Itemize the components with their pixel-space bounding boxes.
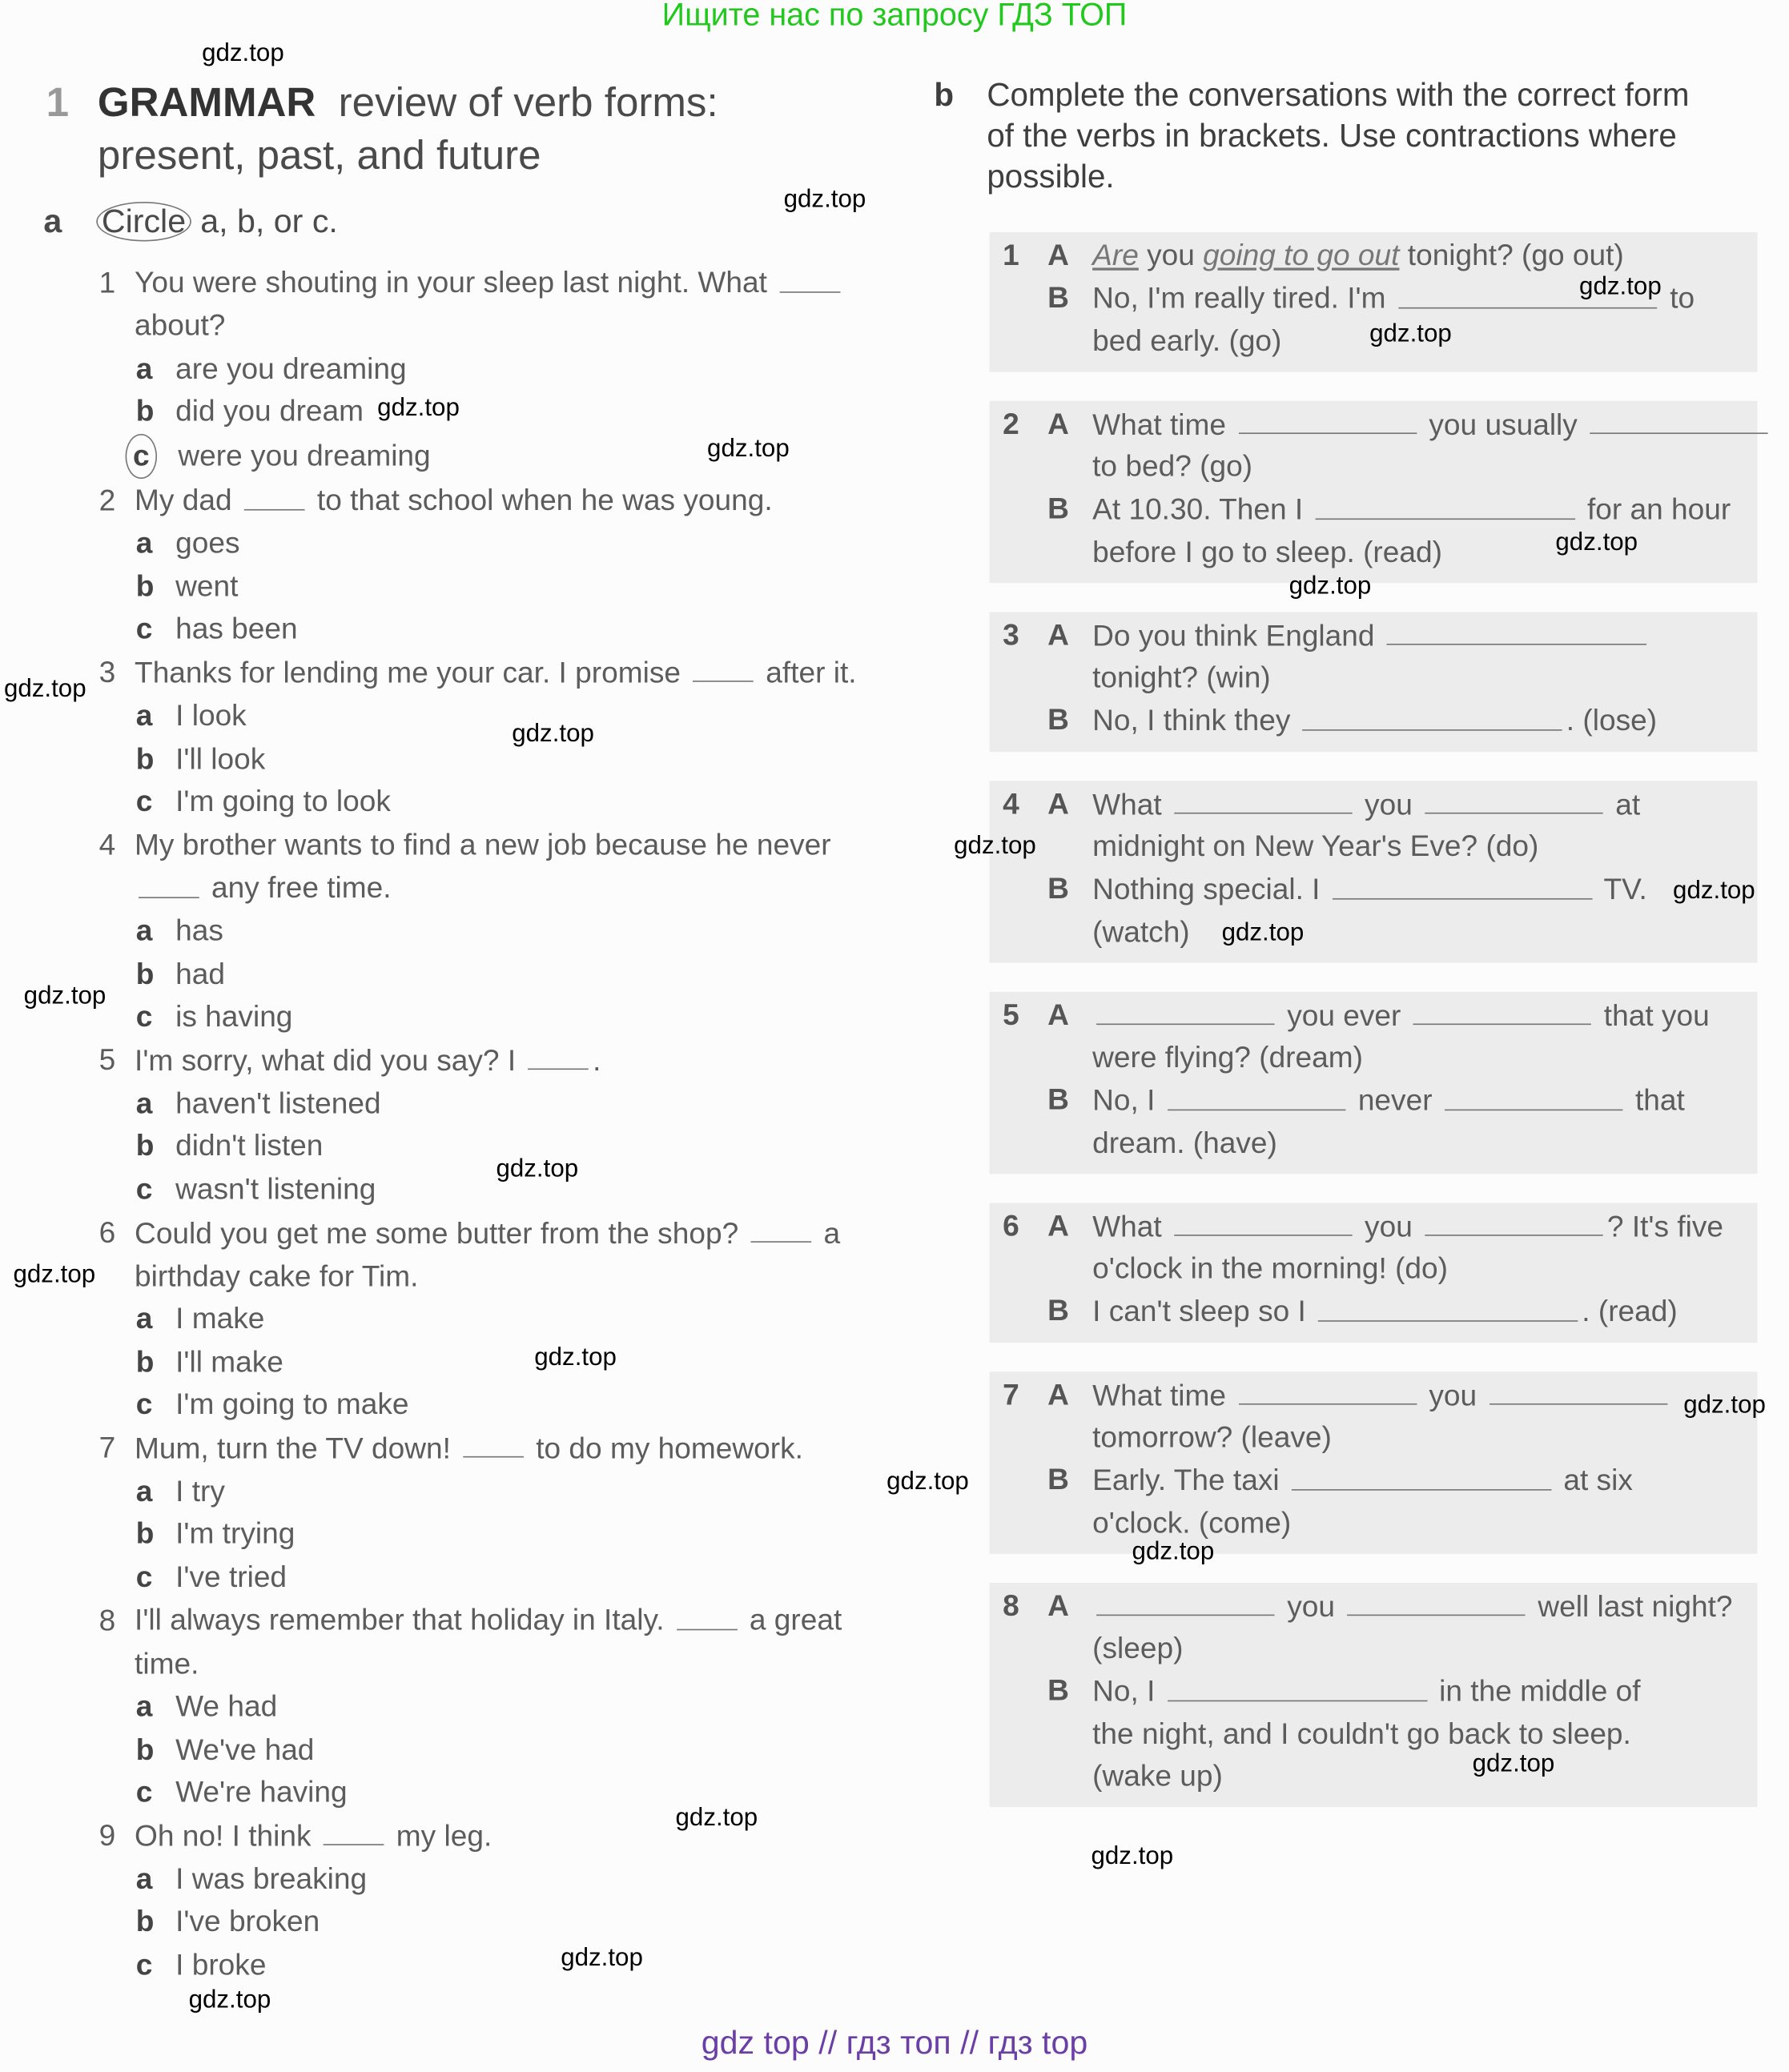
answer-blank[interactable]: [1168, 1670, 1427, 1701]
option-letter: a: [135, 526, 153, 560]
answer-blank[interactable]: [1590, 403, 1768, 434]
option-text: I'm trying: [175, 1517, 295, 1551]
option-letter: b: [135, 1905, 155, 1938]
answer-option-b[interactable]: [99, 954, 865, 997]
dialogue-box: [990, 400, 1758, 582]
watermark: gdz.top: [1221, 919, 1305, 947]
question-number: 1: [98, 265, 116, 299]
speaker-label: A: [1047, 407, 1069, 440]
dialogue-line: B No, I think they . (lose): [990, 699, 1758, 742]
dialogue-line: A What time you usually: [990, 403, 1758, 446]
question-number: 9: [98, 1819, 116, 1853]
dialogue-line: B Early. The taxi at six: [990, 1459, 1758, 1502]
answer-blank[interactable]: [1096, 994, 1275, 1025]
answer-option-b[interactable]: [99, 391, 865, 434]
dialogue-line: B No, I never that: [990, 1079, 1758, 1122]
part-b-instruction-line: Complete the conversations with the correct form: [987, 78, 1690, 114]
watermark: gdz.top: [377, 394, 460, 423]
option-letter: b: [135, 1733, 155, 1766]
dialogue-number: 2: [1003, 407, 1019, 440]
option-text: I look: [175, 699, 247, 733]
part-b-instruction-line: possible.: [987, 159, 1115, 195]
watermark: gdz.top: [1472, 1750, 1555, 1778]
speaker-label: A: [1047, 617, 1069, 652]
watermark: gdz.top: [561, 1944, 643, 1973]
watermark: gdz.top: [1132, 1537, 1215, 1566]
dialogue-line: o'clock. (come): [1092, 1505, 1292, 1539]
answer-blank[interactable]: [1303, 699, 1562, 730]
dialogue-line: A you well last night?: [990, 1584, 1758, 1628]
question-text: time.: [135, 1646, 199, 1680]
dialogue-line: the night, and I couldn't go back to sleep.: [1092, 1717, 1631, 1750]
option-text: I broke: [175, 1948, 267, 1982]
answer-blank[interactable]: [693, 652, 754, 683]
search-banner[interactable]: Ищите нас по запросу ГДЗ ТОП: [661, 0, 1128, 34]
watermark: gdz.top: [707, 435, 790, 464]
option-letter: c: [135, 612, 153, 646]
part-a-questions: [99, 261, 865, 1987]
answer-blank[interactable]: [1489, 1374, 1667, 1405]
answer-option-c[interactable]: [99, 1384, 865, 1428]
watermark: gdz.top: [1555, 528, 1638, 557]
answer-blank[interactable]: [1315, 488, 1574, 520]
option-text: We had: [175, 1689, 278, 1723]
watermark: gdz.top: [534, 1343, 617, 1372]
dialogue-line: tonight? (win): [1092, 661, 1271, 694]
answer-option-a[interactable]: [99, 523, 865, 566]
dialogue-line: bed early. (go): [1092, 323, 1282, 357]
watermark: gdz.top: [1288, 572, 1372, 600]
question-text: any free time.: [99, 867, 865, 910]
answer-option-a[interactable]: [99, 695, 865, 738]
answer-blank[interactable]: [1318, 1290, 1578, 1321]
answer-blank[interactable]: [1096, 1584, 1275, 1616]
section-title-line2: present, past, and future: [97, 131, 541, 179]
question-text: 3 Thanks for lending me your car. I promise after it.: [99, 652, 865, 695]
option-text: We're having: [175, 1775, 348, 1809]
dialogue-box: [990, 1582, 1758, 1806]
watermark: gdz.top: [13, 1261, 96, 1289]
part-b-letter: b: [934, 78, 955, 114]
option-text: has: [175, 914, 223, 948]
question-text: about?: [135, 308, 226, 342]
answer-blank[interactable]: [324, 1814, 384, 1845]
answer-option-c[interactable]: [99, 1556, 865, 1600]
question-text: 4 My brother wants to find a new job because he never: [99, 824, 865, 867]
option-letter: b: [135, 741, 155, 775]
option-letter: c: [135, 785, 153, 818]
answer-option-c[interactable]: [99, 1944, 865, 1987]
option-letter: a: [135, 1302, 153, 1335]
watermark: gdz.top: [886, 1468, 969, 1496]
dialogue-line: (sleep): [1092, 1631, 1184, 1665]
option-text: are you dreaming: [175, 351, 407, 385]
option-text: I'm going to make: [175, 1387, 409, 1421]
option-letter: b: [135, 957, 155, 990]
option-text: didn't listen: [175, 1129, 324, 1163]
answer-option-a[interactable]: [99, 347, 865, 391]
dialogue-line: were flying? (dream): [1092, 1040, 1363, 1074]
section-title: [46, 77, 718, 183]
dialogue-line: B At 10.30. Then I for an hour: [990, 488, 1758, 532]
option-text: I'll look: [175, 741, 266, 775]
option-text: goes: [175, 526, 240, 560]
dialogue-line: o'clock in the morning! (do): [1092, 1251, 1449, 1285]
option-text: had: [175, 957, 225, 990]
dialogue-line: B No, I'm really tired. I'm to: [990, 277, 1758, 320]
answer-option-a[interactable]: [99, 1686, 865, 1729]
part-a-letter: a: [43, 203, 62, 240]
speaker-label: B: [1047, 1082, 1069, 1116]
option-letter: c: [135, 1560, 153, 1594]
answer-blank[interactable]: [1413, 994, 1592, 1025]
answer-blank[interactable]: [1174, 1205, 1353, 1236]
dialogue-line: A What time you: [990, 1374, 1758, 1417]
question-item: [99, 1427, 865, 1599]
answer-blank[interactable]: [1445, 1079, 1623, 1110]
option-letter: a: [135, 1474, 153, 1508]
answer-option-b[interactable]: [99, 1901, 865, 1945]
dialogue-line: B No, I in the middle of: [990, 1670, 1758, 1713]
speaker-label: B: [1047, 703, 1069, 737]
dialogue-line: B Nothing special. I TV.: [990, 868, 1758, 911]
option-letter: c: [135, 1387, 153, 1421]
answer-option-c[interactable]: [99, 996, 865, 1039]
question-text: 8 I'll always remember that holiday in Italy. a great: [99, 1600, 865, 1643]
watermark: gdz.top: [783, 186, 866, 214]
answer-blank[interactable]: [139, 867, 199, 898]
option-text: I'll make: [175, 1344, 283, 1379]
watermark: gdz.top: [1369, 320, 1452, 348]
option-letter: b: [135, 569, 155, 603]
question-item: [99, 1814, 865, 1986]
speaker-label: B: [1047, 492, 1069, 525]
watermark: gdz.top: [3, 675, 86, 704]
answer-option-b[interactable]: [99, 1513, 865, 1556]
option-text: I was breaking: [175, 1861, 368, 1896]
option-text: I try: [175, 1474, 225, 1508]
dialogue-number: 4: [1003, 786, 1019, 820]
option-text: I make: [175, 1302, 265, 1335]
answer-option-b[interactable]: [99, 1341, 865, 1384]
answer-option-b[interactable]: [99, 738, 865, 781]
dialogue-number: 8: [1003, 1588, 1019, 1622]
answer-blank[interactable]: [1168, 1079, 1346, 1110]
question-text: 6 Could you get me some butter from the shop? a: [99, 1211, 865, 1255]
dialogue-box: [990, 991, 1758, 1173]
speaker-label: A: [1047, 1588, 1069, 1622]
option-text: were you dreaming: [178, 439, 431, 472]
speaker-label: B: [1047, 1673, 1069, 1707]
option-text: went: [175, 569, 239, 603]
part-a-instruction: [43, 203, 338, 242]
question-number: 7: [98, 1431, 116, 1465]
watermark: gdz.top: [512, 720, 594, 749]
option-text: I'm going to look: [175, 785, 391, 818]
dialogue-number: 7: [1003, 1377, 1019, 1411]
question-text: 2 My dad to that school when he was young.: [99, 479, 865, 522]
watermark: gdz.top: [496, 1155, 579, 1183]
option-letter: b: [135, 1344, 155, 1379]
question-number: 4: [98, 827, 116, 861]
question-text: 5 I'm sorry, what did you say? I .: [99, 1039, 865, 1082]
dialogue-line: to bed? (go): [1092, 449, 1253, 483]
dialogue-line: dream. (have): [1092, 1126, 1277, 1159]
watermark: gdz.top: [188, 1986, 271, 2014]
dialogue-box: [990, 1371, 1758, 1553]
dialogue-line: (wake up): [1092, 1758, 1223, 1793]
option-letter: a: [135, 1689, 153, 1723]
speaker-label: A: [1047, 1377, 1069, 1411]
question-number: 8: [98, 1604, 116, 1637]
answer-blank[interactable]: [1292, 1459, 1551, 1490]
answer-blank[interactable]: [1238, 403, 1417, 434]
watermark: gdz.top: [202, 39, 284, 68]
dialogue-line: midnight on New Year's Eve? (do): [1092, 829, 1539, 863]
dialogue-line: (watch): [1092, 914, 1190, 948]
answer-blank[interactable]: [528, 1039, 589, 1070]
watermark: gdz.top: [23, 982, 107, 1010]
question-item: [99, 479, 865, 651]
option-letter: c: [135, 1948, 153, 1982]
answer-blank[interactable]: [1174, 783, 1353, 814]
dialogue-line: A you ever that you: [990, 994, 1758, 1037]
dialogue-line: A Are you going to go out tonight? (go out): [990, 235, 1758, 277]
answer-option-a[interactable]: [99, 910, 865, 954]
part-b-instruction: [934, 75, 1778, 198]
answer-option-b[interactable]: [99, 1729, 865, 1772]
dialogue-line: tomorrow? (leave): [1092, 1420, 1332, 1454]
answer-blank[interactable]: [750, 1211, 811, 1243]
option-text: wasn't listening: [175, 1172, 376, 1206]
dialogue-number: 5: [1003, 998, 1019, 1031]
answer-blank[interactable]: [779, 261, 840, 292]
answer-blank[interactable]: [1387, 614, 1646, 645]
watermark: gdz.top: [954, 832, 1036, 861]
answer-option-a[interactable]: [99, 1471, 865, 1514]
speaker-label: B: [1047, 871, 1069, 905]
question-number: 3: [98, 656, 116, 689]
answer-option-b[interactable]: [99, 565, 865, 608]
option-letter: b: [135, 394, 155, 428]
answer-option-c[interactable]: [99, 781, 865, 824]
option-text: has been: [175, 612, 298, 646]
question-number: 5: [98, 1043, 116, 1077]
dialogue-line: B I can't sleep so I . (read): [990, 1290, 1758, 1333]
dialogue-number: 6: [1003, 1208, 1019, 1243]
option-letter: c: [135, 1775, 153, 1809]
question-item: [99, 824, 865, 1039]
answer-option-c[interactable]: [99, 1169, 865, 1212]
question-text: 9 Oh no! I think my leg.: [99, 1814, 865, 1857]
answer-option-a[interactable]: [99, 1298, 865, 1341]
section-number: 1: [46, 78, 70, 126]
option-letter: a: [135, 351, 153, 385]
watermark: gdz.top: [1683, 1391, 1766, 1419]
answer-option-a[interactable]: [99, 1858, 865, 1901]
question-text: birthday cake for Tim.: [135, 1259, 419, 1292]
question-number: 6: [98, 1216, 116, 1250]
answer-blank[interactable]: [677, 1600, 738, 1631]
option-text: haven't listened: [175, 1086, 381, 1120]
speaker-label: A: [1047, 1208, 1069, 1243]
section-title-line1: review of verb forms:: [338, 78, 718, 126]
dialogue-number: 1: [1003, 239, 1019, 272]
dialogue-line: A Do you think England: [990, 614, 1758, 657]
speaker-label: B: [1047, 280, 1069, 315]
option-letter: a: [135, 699, 153, 733]
dialogue-line: before I go to sleep. (read): [1092, 535, 1442, 568]
dialogue-number: 3: [1003, 617, 1019, 652]
speaker-label: B: [1047, 1463, 1069, 1496]
answer-blank[interactable]: [463, 1427, 524, 1458]
footer-links[interactable]: gdz top // гдз топ // гдз top: [701, 2024, 1088, 2062]
speaker-label: A: [1047, 239, 1069, 272]
circled-word: Circle: [96, 202, 191, 241]
dialogue-box: [990, 780, 1758, 962]
dialogue-box: [990, 1203, 1758, 1343]
option-letter: c: [135, 1000, 153, 1034]
watermark: gdz.top: [1579, 273, 1662, 301]
option-letter: a: [135, 914, 153, 948]
part-a-instruction-text: a, b, or c.: [200, 203, 338, 240]
watermark: gdz.top: [1673, 877, 1755, 905]
watermark: gdz.top: [675, 1804, 758, 1833]
section-title-bold: GRAMMAR: [97, 78, 316, 126]
option-letter: c: [135, 1172, 153, 1206]
speaker-label: A: [1047, 998, 1069, 1031]
option-text: I've broken: [175, 1905, 320, 1938]
example-answer: Are: [1092, 239, 1139, 272]
part-b-dialogues: [990, 232, 1758, 1836]
option-letter: b: [135, 1517, 155, 1551]
answer-blank[interactable]: [1238, 1374, 1417, 1405]
answer-blank[interactable]: [1333, 868, 1592, 899]
option-letter: a: [135, 1861, 153, 1896]
option-text: did you dream: [175, 394, 364, 428]
question-item: [99, 1600, 865, 1815]
dialogue-box: [990, 612, 1758, 752]
dialogue-line: A What you ? It's five: [990, 1205, 1758, 1248]
answer-blank[interactable]: [1425, 1205, 1603, 1236]
option-text: is having: [175, 1000, 293, 1034]
answer-blank[interactable]: [1425, 783, 1603, 814]
watermark: gdz.top: [1091, 1842, 1174, 1871]
answer-blank[interactable]: [244, 479, 305, 510]
answer-option-a[interactable]: [99, 1082, 865, 1126]
dialogue-line: A What you at: [990, 783, 1758, 826]
part-b-instruction-line: of the verbs in brackets. Use contractions where: [987, 118, 1677, 155]
option-letter: a: [135, 1086, 153, 1120]
speaker-label: B: [1047, 1294, 1069, 1327]
answer-option-b[interactable]: [99, 1126, 865, 1169]
option-letter: c: [126, 434, 158, 480]
question-item: [99, 1039, 865, 1211]
option-text: We've had: [175, 1733, 315, 1766]
question-text: 7 Mum, turn the TV down! to do my homework.: [99, 1427, 865, 1470]
example-answer: going to go out: [1203, 239, 1400, 272]
speaker-label: A: [1047, 786, 1069, 820]
question-number: 2: [98, 484, 116, 517]
option-text: I've tried: [175, 1560, 287, 1594]
answer-blank[interactable]: [1347, 1584, 1526, 1616]
question-item: [99, 1211, 865, 1427]
question-text: 1 You were shouting in your sleep last night. What: [99, 261, 865, 304]
option-letter: b: [135, 1129, 155, 1163]
question-item: [99, 652, 865, 824]
answer-option-c[interactable]: [99, 608, 865, 652]
